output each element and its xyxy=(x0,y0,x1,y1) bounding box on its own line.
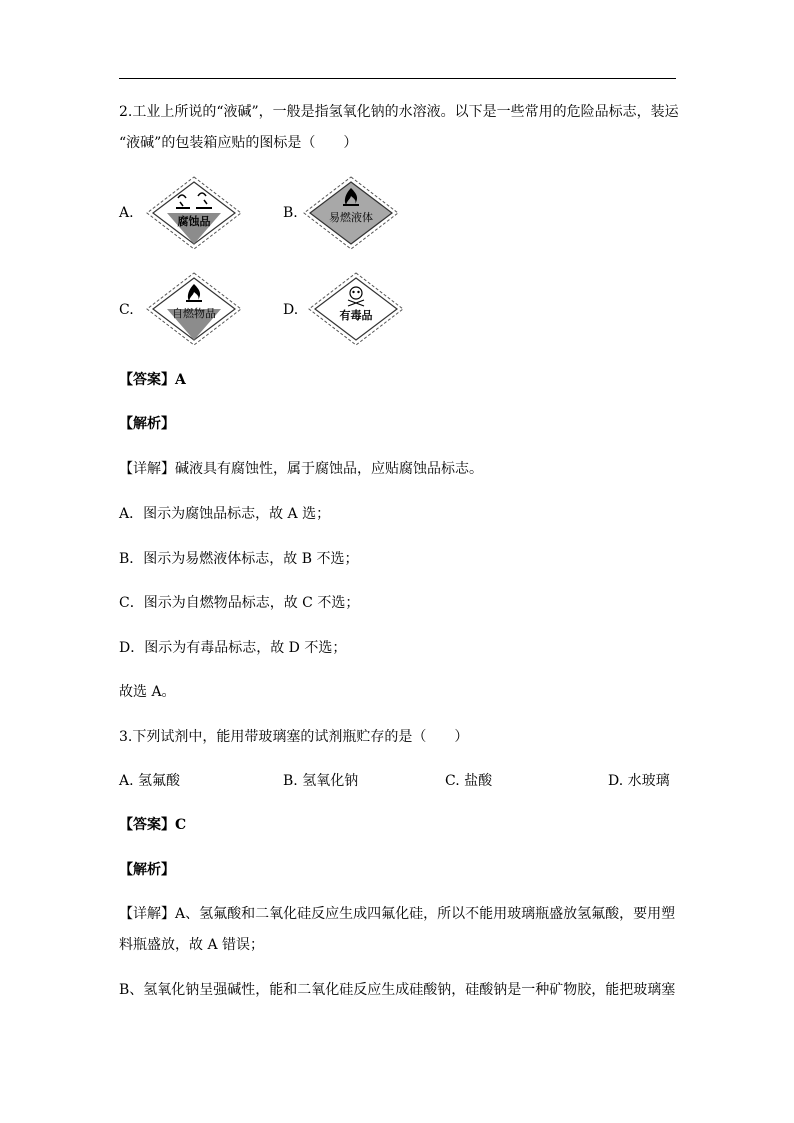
q3-choice-a[interactable]: A. 氢氟酸 xyxy=(119,773,181,789)
q3-stem: 3.下列试剂中，能用带玻璃塞的试剂瓶贮存的是（ ） xyxy=(119,729,469,745)
q2-analysis-heading: 【解析】 xyxy=(119,416,175,432)
q3-detail-line2: 料瓶盛放，故 A 错误； xyxy=(119,937,265,953)
q2-option-a-letter: A. xyxy=(119,205,134,221)
q3-detail-line1: 【详解】A、氢氟酸和二氧化硅反应生成四氟化硅，所以不能用玻璃瓶盛放氢氟酸，要用塑 xyxy=(119,906,676,922)
q3-detail-line3: B、氢氧化钠呈强碱性，能和二氧化硅反应生成硅酸钠，硅酸钠是一种矿物胶，能把玻璃塞 xyxy=(119,982,676,998)
q3-choice-c[interactable]: C. 盐酸 xyxy=(445,773,493,789)
q2-option-d-letter: D. xyxy=(283,302,299,318)
q2-explain-c: C．图示为自燃物品标志，故 C 不选； xyxy=(119,595,360,611)
q2-option-b-letter: B. xyxy=(283,205,298,221)
q2-option-b-sign[interactable] xyxy=(303,176,399,250)
q2-stem-line1: 2.工业上所说的“液碱”，一般是指氢氧化钠的水溶液。以下是一些常用的危险品标志，装运 xyxy=(119,104,679,120)
q2-option-d-sign[interactable] xyxy=(308,272,404,346)
q2-conclusion: 故选 A。 xyxy=(119,684,176,700)
q2-option-a-sign[interactable] xyxy=(146,176,242,250)
header-rule xyxy=(119,78,676,79)
q2-option-b-sign-label: 易燃液体 xyxy=(329,211,373,224)
q3-answer: 【答案】C xyxy=(119,817,187,833)
q3-choice-b[interactable]: B. 氢氧化钠 xyxy=(283,773,359,789)
q2-explain-d: D．图示为有毒品标志，故 D 不选； xyxy=(119,640,347,656)
q2-explain-a: A．图示为腐蚀品标志，故 A 选； xyxy=(119,506,331,522)
q2-detail: 【详解】碱液具有腐蚀性，属于腐蚀品，应贴腐蚀品标志。 xyxy=(119,461,483,477)
q2-option-c-letter: C. xyxy=(119,302,134,318)
q2-answer: 【答案】A xyxy=(119,372,186,388)
q2-stem-line2: “液碱”的包装箱应贴的图标是（ ） xyxy=(119,135,358,151)
q2-option-a-sign-label: 腐蚀品 xyxy=(177,215,211,228)
q2-explain-b: B．图示为易燃液体标志，故 B 不选； xyxy=(119,551,359,567)
q2-option-c-sign[interactable] xyxy=(146,272,242,346)
q2-option-d-sign-label: 有毒品 xyxy=(339,309,373,322)
q3-analysis-heading: 【解析】 xyxy=(119,862,175,878)
q2-option-c-sign-label: 自燃物品 xyxy=(172,307,216,320)
q3-choice-d[interactable]: D. 水玻璃 xyxy=(608,773,670,789)
